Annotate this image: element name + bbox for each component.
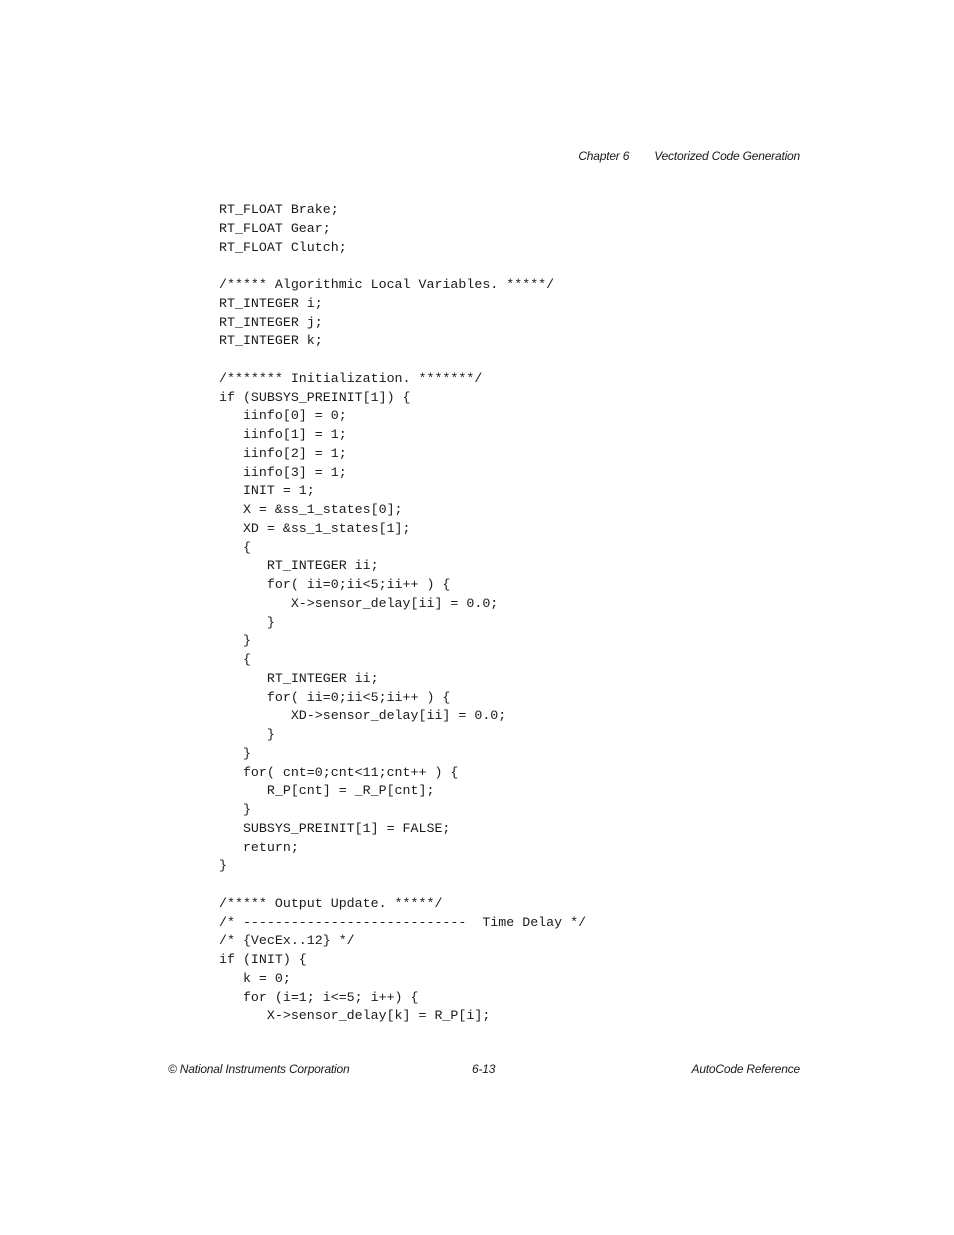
code-line: } — [219, 802, 251, 817]
code-line: } — [219, 727, 275, 742]
code-line: /* ---------------------------- Time Delay */ — [219, 914, 587, 930]
code-line: /******* Initialization. *******/ — [219, 370, 483, 386]
code-line: iinfo[0] = 0; — [219, 408, 347, 424]
code-line: } — [219, 614, 275, 630]
page-header — [578, 149, 800, 163]
code-line: iinfo[3] = 1; — [219, 464, 347, 480]
code-line: RT_FLOAT Clutch; — [219, 239, 347, 255]
code-line: RT_INTEGER ii; — [219, 670, 379, 686]
code-line: } — [219, 858, 227, 874]
code-line — [219, 257, 586, 276]
code-line: RT_INTEGER i; — [219, 295, 323, 311]
code-line: SUBSYS_PREINIT[1] = FALSE; — [219, 820, 451, 836]
code-line: /***** Output Update. *****/ — [219, 895, 443, 911]
code-line: R_P[cnt] = _R_P[cnt]; — [219, 783, 435, 799]
code-line: for( cnt=0;cnt<11;cnt++ ) { — [219, 764, 459, 780]
code-line: X->sensor_delay[k] = R_P[i]; — [219, 1008, 491, 1024]
code-line: for( ii=0;ii<5;ii++ ) { — [219, 577, 451, 592]
page-number: 6-13 — [472, 1062, 496, 1076]
code-listing — [219, 201, 586, 1026]
code-line: iinfo[2] = 1; — [219, 445, 347, 461]
code-line: INIT = 1; — [219, 483, 315, 499]
code-line: { — [219, 652, 251, 667]
code-line: RT_INTEGER j; — [219, 314, 323, 330]
code-line: return; — [219, 839, 299, 855]
code-line — [219, 351, 586, 370]
code-line: k = 0; — [219, 970, 291, 986]
code-line: if (INIT) { — [219, 952, 307, 967]
code-line: RT_INTEGER ii; — [219, 558, 379, 574]
code-line — [219, 876, 586, 895]
code-line: /***** Algorithmic Local Variables. *****/ — [219, 277, 555, 292]
code-line: XD = &ss_1_states[1]; — [219, 520, 411, 536]
code-line: RT_FLOAT Gear; — [219, 220, 331, 236]
footer-copyright: © National Instruments Corporation — [168, 1062, 350, 1076]
code-line: } — [219, 633, 251, 649]
chapter-title: Vectorized Code Generation — [654, 149, 800, 163]
code-line: for (i=1; i<=5; i++) { — [219, 989, 419, 1005]
code-line: iinfo[1] = 1; — [219, 427, 347, 442]
code-line: for( ii=0;ii<5;ii++ ) { — [219, 689, 451, 705]
code-line: { — [219, 539, 251, 555]
code-line: if (SUBSYS_PREINIT[1]) { — [219, 389, 411, 405]
code-line: } — [219, 745, 251, 761]
footer-book-title: AutoCode Reference — [691, 1062, 800, 1076]
code-line: X = &ss_1_states[0]; — [219, 502, 403, 517]
code-line: /* {VecEx..12} */ — [219, 933, 355, 949]
code-line: RT_FLOAT Brake; — [219, 202, 339, 217]
chapter-label: Chapter 6 — [578, 149, 630, 163]
code-line: XD->sensor_delay[ii] = 0.0; — [219, 708, 507, 724]
code-line: RT_INTEGER k; — [219, 333, 323, 349]
code-line: X->sensor_delay[ii] = 0.0; — [219, 595, 499, 611]
